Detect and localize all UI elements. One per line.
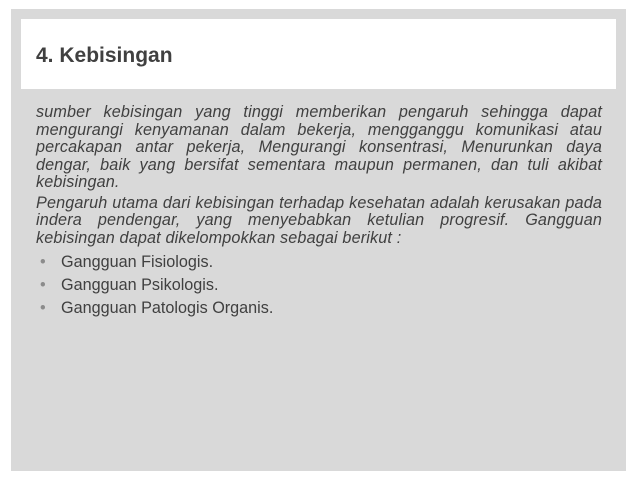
slide bbox=[11, 9, 626, 471]
list-item bbox=[36, 274, 602, 297]
list-item-label: Gangguan Patologis Organis. bbox=[61, 299, 274, 317]
list-item-label: Gangguan Psikologis. bbox=[61, 276, 219, 294]
slide-body bbox=[36, 104, 602, 320]
title-box bbox=[21, 19, 616, 89]
bullet-icon: • bbox=[40, 253, 46, 271]
list-item bbox=[36, 297, 602, 320]
bullet-icon: • bbox=[40, 276, 46, 294]
slide-title: 4. Kebisingan bbox=[36, 44, 173, 67]
disturbance-list bbox=[36, 251, 602, 320]
list-item bbox=[36, 251, 602, 274]
paragraph-effects: sumber kebisingan yang tinggi memberikan pengaruh sehingga dapat mengurangi kenyamanan dalam bekerja, mengganggu komunikasi atau percakapan antar pekerja, Mengurangi konsentrasi, Menurunkan daya dengar, baik yang bersifat sementara maupun permanen, dan tuli akibat kebisingan. bbox=[36, 103, 602, 191]
paragraph-main-effect: Pengaruh utama dari kebisingan terhadap kesehatan adalah kerusakan pada indera pendengar, yang menyebabkan ketulian progresif. Gangguan kebisingan dapat dikelompokkan sebagai berikut : bbox=[36, 193, 602, 247]
list-item-label: Gangguan Fisiologis. bbox=[61, 253, 214, 271]
bullet-icon: • bbox=[40, 299, 46, 317]
